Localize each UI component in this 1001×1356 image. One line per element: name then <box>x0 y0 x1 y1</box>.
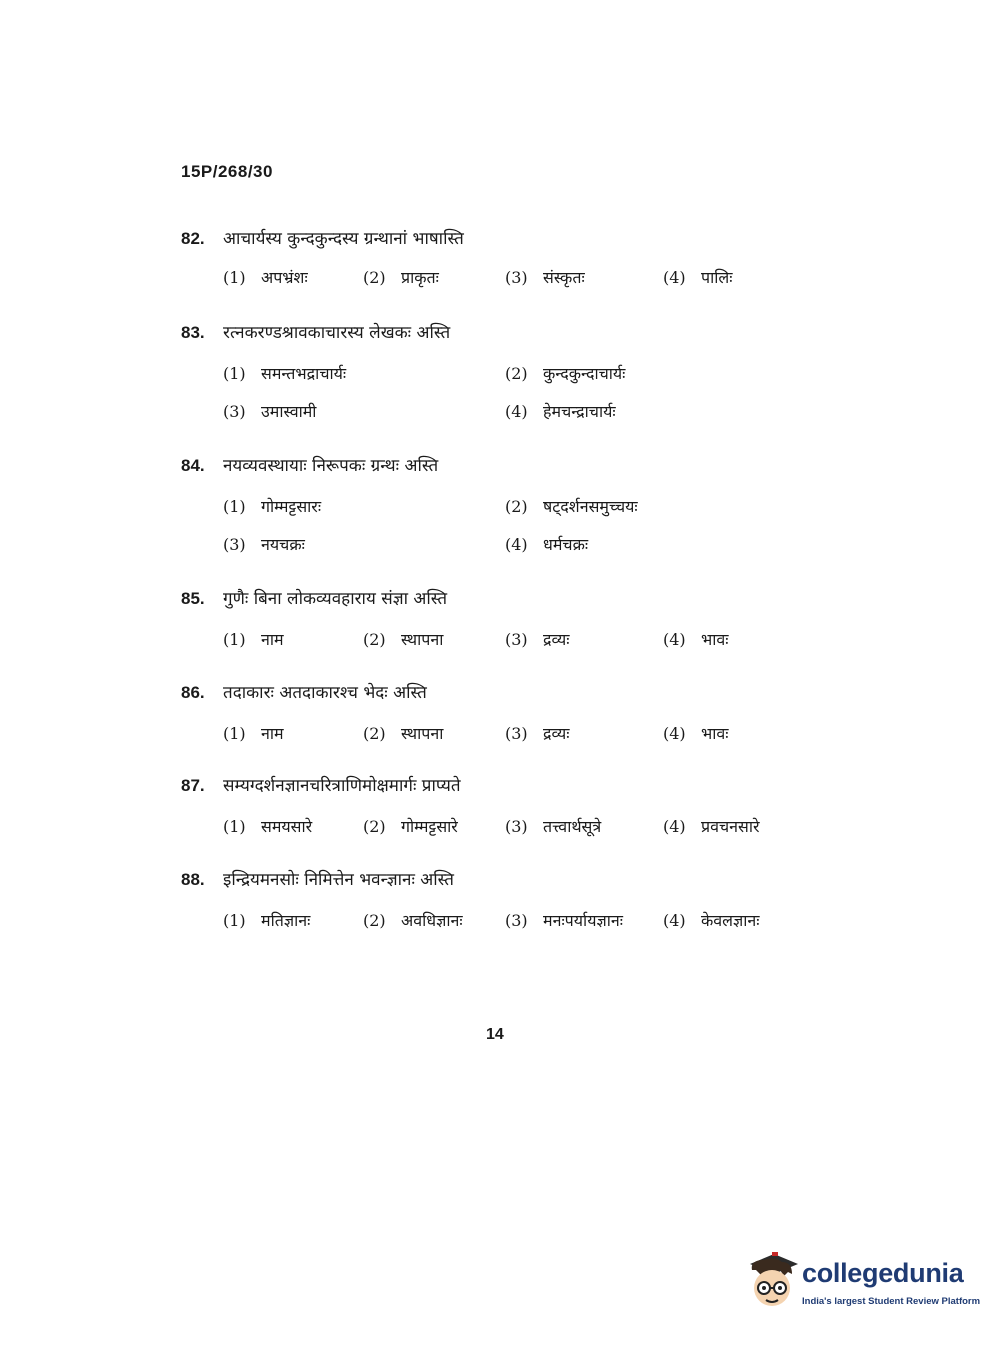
logo-brand-text: collegedunia <box>802 1258 964 1288</box>
question-83 <box>181 320 821 438</box>
option-text: केवलज्ञानः <box>701 911 760 930</box>
option-1 <box>223 909 310 931</box>
option-text: द्रव्यः <box>543 630 570 649</box>
option-number: (3) <box>505 268 528 287</box>
option-number: (1) <box>223 497 246 516</box>
question-number: 86. <box>181 683 205 702</box>
question-85 <box>181 586 821 666</box>
option-4 <box>663 628 729 650</box>
option-number: (3) <box>223 535 246 554</box>
question-84 <box>181 453 821 571</box>
option-number: (1) <box>223 724 246 743</box>
option-2 <box>363 266 439 288</box>
question-86 <box>181 680 821 760</box>
option-number: (2) <box>505 364 528 383</box>
option-number: (4) <box>663 911 686 930</box>
option-3 <box>223 533 305 555</box>
option-text: तत्त्वार्थसूत्रे <box>543 817 602 836</box>
option-4 <box>505 400 616 422</box>
mascot-icon <box>742 1248 802 1318</box>
option-text: नाम <box>261 630 284 649</box>
option-number: (2) <box>363 630 386 649</box>
option-text: भावः <box>701 630 729 649</box>
option-number: (3) <box>505 724 528 743</box>
option-4 <box>663 815 760 837</box>
option-text: उमास्वामी <box>261 402 317 421</box>
option-2 <box>363 722 443 744</box>
option-1 <box>223 722 284 744</box>
option-1 <box>223 628 284 650</box>
option-text: षट्दर्शनसमुच्चयः <box>543 497 638 516</box>
option-number: (3) <box>223 402 246 421</box>
option-2 <box>363 815 458 837</box>
option-text: धर्मचक्रः <box>543 535 589 554</box>
option-number: (2) <box>363 724 386 743</box>
option-number: (4) <box>663 817 686 836</box>
question-number: 84. <box>181 456 205 475</box>
option-1 <box>223 266 308 288</box>
option-text: समयसारे <box>261 817 313 836</box>
option-3 <box>505 909 623 931</box>
option-4 <box>663 722 729 744</box>
question-number: 85. <box>181 589 205 608</box>
option-text: गोम्मट्टसारे <box>401 817 458 836</box>
option-2 <box>505 495 638 517</box>
question-82 <box>181 226 821 304</box>
option-number: (2) <box>505 497 528 516</box>
option-number: (2) <box>363 817 386 836</box>
option-number: (1) <box>223 911 246 930</box>
option-text: स्थापना <box>401 630 444 649</box>
option-text: मनःपर्यायज्ञानः <box>543 911 623 930</box>
option-number: (4) <box>505 402 528 421</box>
option-number: (3) <box>505 817 528 836</box>
question-number: 87. <box>181 776 205 795</box>
question-text: आचार्यस्य कुन्दकुन्दस्य ग्रन्थानां भाषास्ति <box>223 229 464 249</box>
option-text: भावः <box>701 724 729 743</box>
option-text: पालिः <box>701 268 733 287</box>
option-text: द्रव्यः <box>543 724 570 743</box>
option-number: (4) <box>663 724 686 743</box>
option-text: प्रवचनसारे <box>701 817 760 836</box>
collegedunia-logo[interactable] <box>742 1248 981 1318</box>
option-text: कुन्दकुन्दाचार्यः <box>543 364 626 383</box>
option-text: स्थापना <box>401 724 444 743</box>
question-text: सम्यग्दर्शनज्ञानचरित्राणिमोक्षमार्गः प्राप्यते <box>223 776 461 796</box>
question-text: इन्द्रियमनसोः निमित्तेन भवन्ज्ञानः अस्ति <box>223 870 454 890</box>
option-number: (3) <box>505 911 528 930</box>
option-2 <box>505 362 625 384</box>
option-number: (4) <box>663 268 686 287</box>
option-1 <box>223 495 321 517</box>
option-text: नाम <box>261 724 284 743</box>
option-3 <box>505 815 601 837</box>
option-number: (1) <box>223 630 246 649</box>
option-4 <box>505 533 588 555</box>
option-text: मतिज्ञानः <box>261 911 311 930</box>
option-number: (1) <box>223 817 246 836</box>
page-number: 14 <box>486 1026 504 1043</box>
question-text: गुणैः बिना लोकव्यवहाराय संज्ञा अस्ति <box>223 589 448 609</box>
option-text: प्राकृतः <box>401 268 439 287</box>
option-number: (4) <box>505 535 528 554</box>
option-number: (3) <box>505 630 528 649</box>
question-number: 88. <box>181 870 205 889</box>
option-2 <box>363 628 443 650</box>
question-text: नयव्यवस्थायाः निरूपकः ग्रन्थः अस्ति <box>223 456 439 476</box>
option-1 <box>223 815 312 837</box>
option-number: (2) <box>363 268 386 287</box>
option-text: अपभ्रंशः <box>261 268 308 287</box>
option-text: हेमचन्द्राचार्यः <box>543 402 616 421</box>
option-number: (2) <box>363 911 386 930</box>
option-3 <box>505 628 569 650</box>
question-88 <box>181 867 821 947</box>
option-number: (4) <box>663 630 686 649</box>
logo-tagline: India's largest Student Review Platform <box>802 1296 981 1307</box>
paper-code: 15P/268/30 <box>181 162 273 181</box>
option-1 <box>223 362 346 384</box>
option-2 <box>363 909 463 931</box>
option-3 <box>505 266 585 288</box>
option-text: संस्कृतः <box>543 268 585 287</box>
option-number: (1) <box>223 268 246 287</box>
question-87 <box>181 773 821 853</box>
question-number: 82. <box>181 229 205 248</box>
question-text: रत्नकरण्डश्रावकाचारस्य लेखकः अस्ति <box>223 323 451 343</box>
option-number: (1) <box>223 364 246 383</box>
option-text: गोम्मट्टसारः <box>261 497 322 516</box>
option-4 <box>663 909 760 931</box>
option-text: समन्तभद्राचार्यः <box>261 364 347 383</box>
option-text: अवधिज्ञानः <box>401 911 463 930</box>
question-text: तदाकारः अतदाकारश्च भेदः अस्ति <box>223 683 427 703</box>
option-4 <box>663 266 732 288</box>
option-3 <box>223 400 316 422</box>
option-text: नयचक्रः <box>261 535 305 554</box>
option-3 <box>505 722 569 744</box>
question-number: 83. <box>181 323 205 342</box>
